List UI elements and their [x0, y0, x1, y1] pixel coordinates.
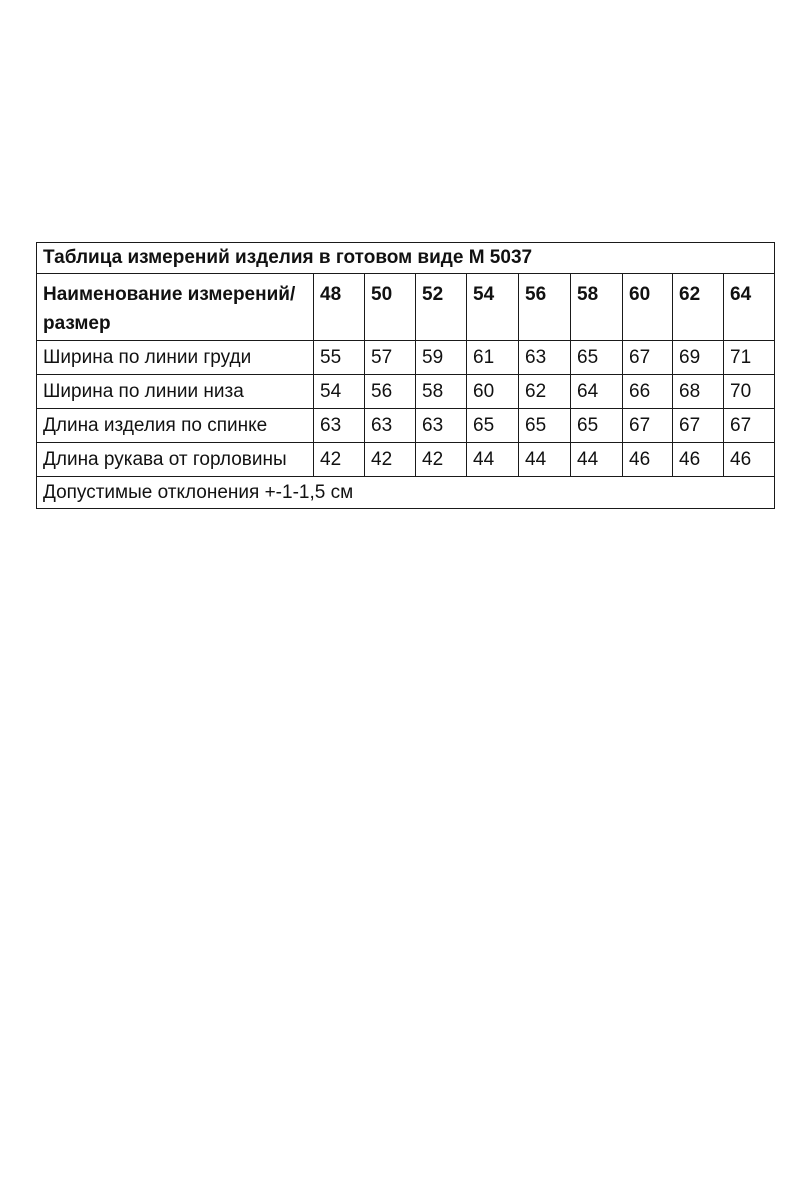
table-cell: 65 — [571, 341, 623, 375]
measurement-table — [36, 242, 775, 509]
table-cell: 62 — [519, 375, 571, 409]
table-row — [37, 409, 775, 443]
row-name: Ширина по линии груди — [37, 341, 314, 375]
table-cell: 65 — [571, 409, 623, 443]
table-cell: 63 — [314, 409, 365, 443]
table-cell: 71 — [724, 341, 775, 375]
table-cell: 46 — [623, 443, 673, 477]
table-header-row — [37, 274, 775, 341]
size-header: 56 — [519, 274, 571, 341]
table-cell: 67 — [724, 409, 775, 443]
table-cell: 67 — [623, 341, 673, 375]
table-cell: 42 — [365, 443, 416, 477]
table-cell: 42 — [416, 443, 467, 477]
table-row — [37, 443, 775, 477]
size-header: 60 — [623, 274, 673, 341]
table-cell: 58 — [416, 375, 467, 409]
table-cell: 59 — [416, 341, 467, 375]
row-name: Ширина по линии низа — [37, 375, 314, 409]
size-header: 58 — [571, 274, 623, 341]
size-header: 50 — [365, 274, 416, 341]
table-cell: 46 — [673, 443, 724, 477]
table-cell: 44 — [519, 443, 571, 477]
table-cell: 54 — [314, 375, 365, 409]
table-cell: 67 — [623, 409, 673, 443]
size-header: 54 — [467, 274, 519, 341]
table-cell: 61 — [467, 341, 519, 375]
table-cell: 64 — [571, 375, 623, 409]
row-name: Длина рукава от горловины — [37, 443, 314, 477]
table-title-row — [37, 243, 775, 274]
table-cell: 65 — [519, 409, 571, 443]
table-cell: 42 — [314, 443, 365, 477]
table-cell: 44 — [467, 443, 519, 477]
size-header: 48 — [314, 274, 365, 341]
table-cell: 57 — [365, 341, 416, 375]
table-cell: 67 — [673, 409, 724, 443]
table-cell: 63 — [365, 409, 416, 443]
header-name-label: Наименование измерений/размер — [37, 274, 314, 341]
table-cell: 60 — [467, 375, 519, 409]
size-header: 62 — [673, 274, 724, 341]
table-cell: 66 — [623, 375, 673, 409]
table-cell: 69 — [673, 341, 724, 375]
size-header: 52 — [416, 274, 467, 341]
table-cell: 56 — [365, 375, 416, 409]
table-title: Таблица измерений изделия в готовом виде М 5037 — [37, 243, 775, 274]
table-cell: 63 — [416, 409, 467, 443]
table-row — [37, 375, 775, 409]
table-row — [37, 341, 775, 375]
table-cell: 46 — [724, 443, 775, 477]
table-cell: 68 — [673, 375, 724, 409]
table-cell: 63 — [519, 341, 571, 375]
table-note-row — [37, 477, 775, 509]
row-name: Длина изделия по спинке — [37, 409, 314, 443]
tolerance-note: Допустимые отклонения +-1-1,5 см — [37, 477, 775, 509]
table-cell: 65 — [467, 409, 519, 443]
table-cell: 55 — [314, 341, 365, 375]
size-header: 64 — [724, 274, 775, 341]
table-cell: 70 — [724, 375, 775, 409]
table-cell: 44 — [571, 443, 623, 477]
